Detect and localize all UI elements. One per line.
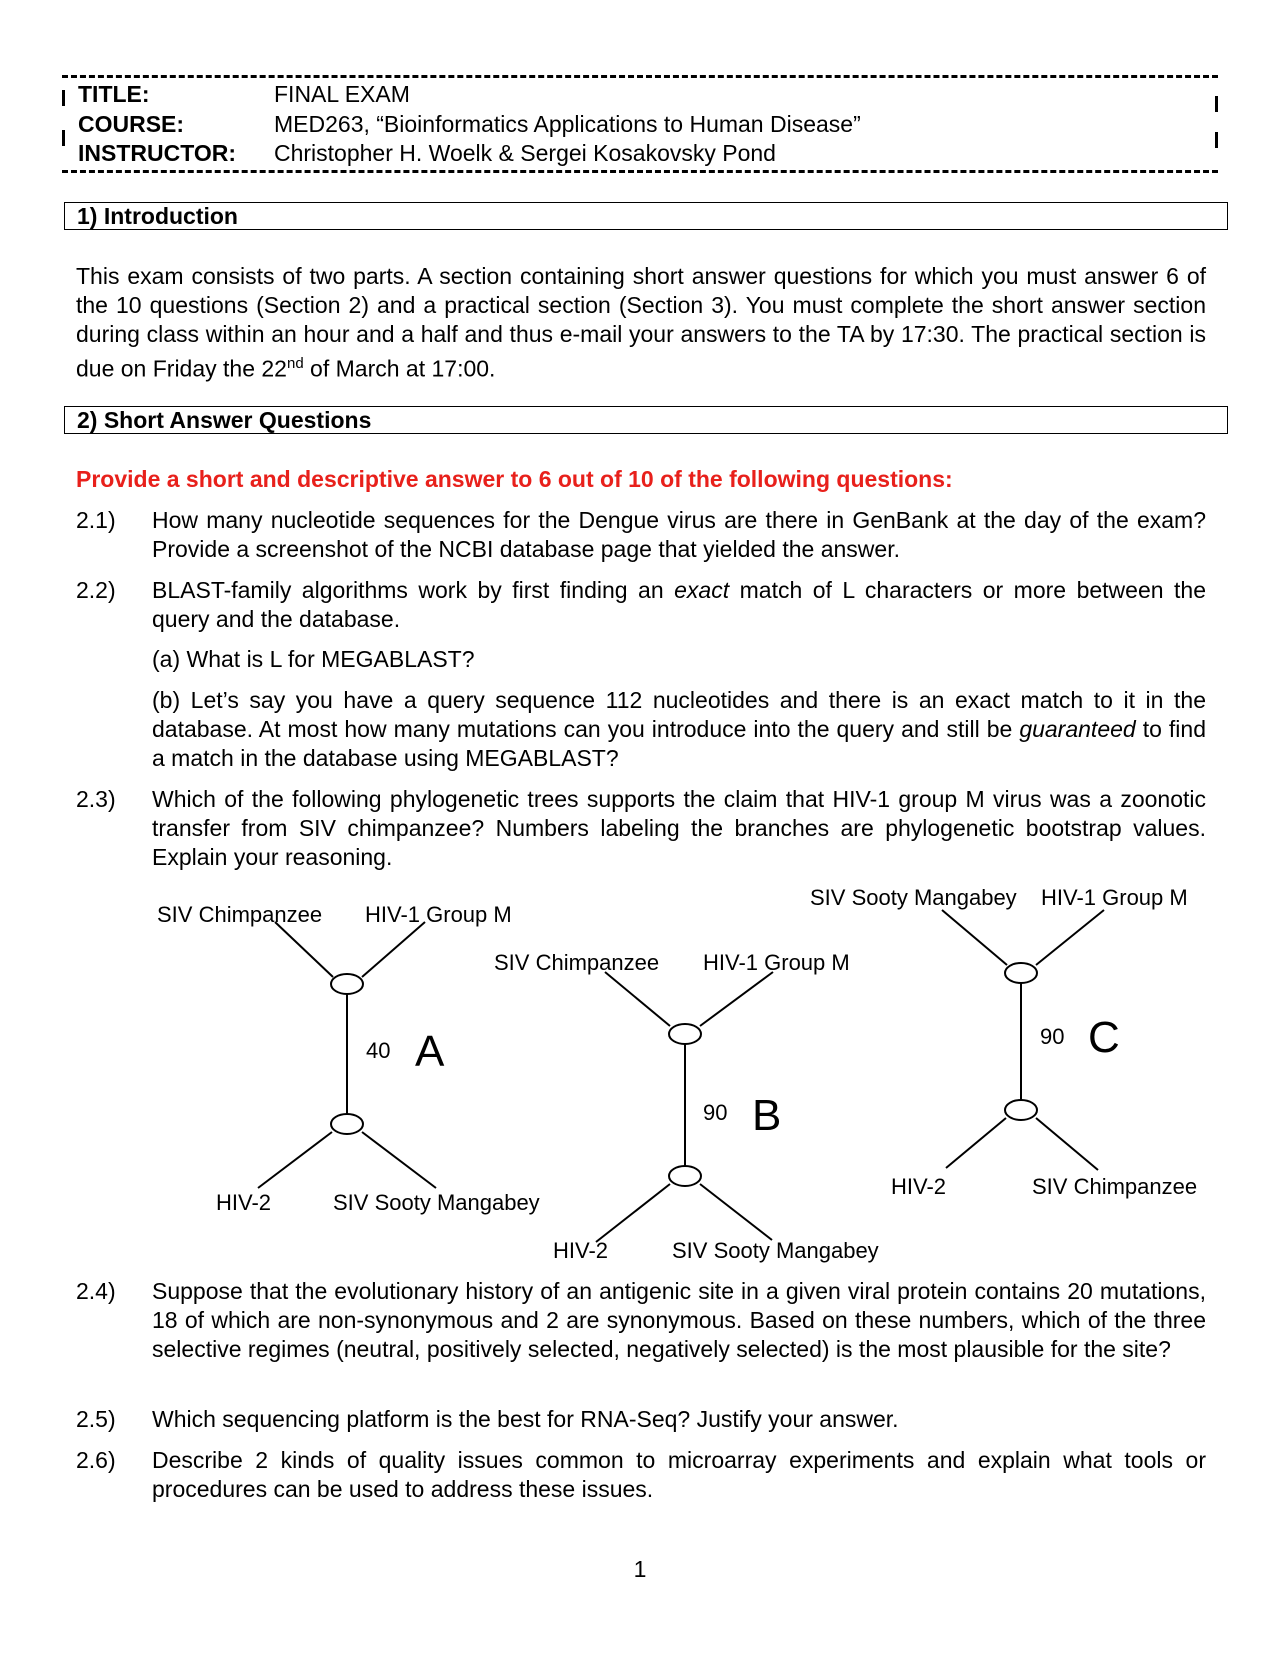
instructor-label: INSTRUCTOR: (78, 140, 237, 166)
question-number: 2.2) (76, 577, 116, 603)
tree-a-branch (362, 922, 425, 977)
question-text: Suppose that the evolutionary history of an antigenic site in a given viral protein contains 20 mutations, 18 of which are non-synonymous and 2 are synonymous. Based on these numbers, which of the three selective regimes (neutral, positively selected, negatively selected) is the most plausible for the site? (152, 1278, 1206, 1362)
tree-c-label-top-right: HIV-1 Group M (1041, 885, 1188, 910)
tree-a-label-top-right: HIV-1 Group M (365, 902, 512, 927)
instruction-text: Provide a short and descriptive answer to 6 out of 10 of the following questions: (76, 466, 953, 492)
tree-a-branch (362, 1132, 436, 1188)
question-number: 2.6) (76, 1447, 116, 1473)
tree-b-node-bottom (669, 1166, 701, 1186)
course-label: COURSE: (78, 111, 185, 137)
title-value: FINAL EXAM (274, 81, 410, 107)
page-number: 1 (633, 1556, 647, 1582)
tree-b-branch (596, 1184, 670, 1242)
tree-b-label-top-right: HIV-1 Group M (703, 950, 850, 975)
tree-c-branch (946, 1118, 1006, 1168)
question-text: How many nucleotide sequences for the Dengue virus are there in GenBank at the day of the exam? Provide a screenshot of the NCBI database page that yielded the answer. (152, 507, 1206, 562)
tree-a-letter: A (415, 1027, 445, 1076)
question-number: 2.1) (76, 507, 116, 533)
question-text: Which sequencing platform is the best for RNA-Seq? Justify your answer. (152, 1406, 899, 1432)
question-number: 2.5) (76, 1406, 116, 1432)
question-text: Describe 2 kinds of quality issues common to microarray experiments and explain what tools or procedures can be used to address these issues. (152, 1447, 1206, 1502)
question-number: 2.4) (76, 1278, 116, 1304)
tree-c-node-bottom (1005, 1100, 1037, 1120)
question-text-emphasis: guaranteed (1019, 716, 1136, 742)
tree-b-bootstrap: 90 (703, 1100, 728, 1125)
tree-b-node-top (669, 1024, 701, 1044)
section-heading-introduction: 1) Introduction (64, 202, 1228, 230)
question-text-part: match of L characters or more between the query and the database. (152, 577, 1206, 632)
question-text-part: BLAST-family algorithms work by first finding an (152, 577, 675, 603)
sub-question-a: (a) What is L for MEGABLAST? (152, 646, 475, 672)
tree-a-label-bottom-right: SIV Sooty Mangabey (333, 1190, 540, 1215)
question-text-emphasis: exact (674, 577, 730, 603)
introduction-text-end: of March at 17:00. (303, 355, 496, 382)
tree-b-label-bottom-left: HIV-2 (553, 1238, 609, 1263)
title-label: TITLE: (78, 81, 150, 107)
header-box-left-edge-2 (62, 130, 65, 146)
introduction-superscript: nd (286, 355, 304, 372)
tree-c-label-bottom-right: SIV Chimpanzee (1032, 1174, 1198, 1199)
tree-a-label-top-left: SIV Chimpanzee (157, 902, 323, 927)
instructor-value: Christopher H. Woelk & Sergei Kosakovsky Pond (274, 140, 776, 166)
header-box-left-edge (62, 90, 65, 106)
sub-question-b (152, 686, 1206, 773)
tree-a-node-bottom (331, 1114, 363, 1134)
header-box-right-edge-2 (1215, 132, 1218, 148)
tree-c-bootstrap: 90 (1040, 1024, 1065, 1049)
header-box-right-edge (1215, 96, 1218, 112)
tree-b-letter: B (752, 1091, 782, 1140)
tree-a-label-bottom-left: HIV-2 (216, 1190, 272, 1215)
question-number: 2.3) (76, 786, 116, 812)
section-heading-short-answer: 2) Short Answer Questions (64, 406, 1228, 434)
tree-c-letter: C (1088, 1013, 1120, 1062)
tree-c-branch (1036, 1118, 1098, 1170)
tree-b-branch (700, 1184, 772, 1240)
tree-c-label-bottom-left: HIV-2 (891, 1174, 947, 1199)
course-value: MED263, “Bioinformatics Applications to Human Disease” (274, 111, 861, 137)
tree-a-bootstrap: 40 (366, 1038, 391, 1063)
phylogenetic-trees-figure (0, 880, 1280, 1270)
tree-c-branch (942, 910, 1007, 965)
tree-c-label-top-left: SIV Sooty Mangabey (810, 885, 1017, 910)
question-text-part: (b) Let’s say you have a query sequence 112 nucleotides and there is an exact match to it in the database. At most how many mutations can you introduce into the query and still be (152, 687, 1206, 742)
tree-a-node-top (331, 974, 363, 994)
tree-b-label-bottom-right: SIV Sooty Mangabey (672, 1238, 879, 1263)
question-text (152, 576, 1206, 634)
question-text: Which of the following phylogenetic trees supports the claim that HIV-1 group M virus was a zoonotic transfer from SIV chimpanzee? Numbers labeling the branches are phylogenetic bootstrap values. Explain your reasoning. (152, 786, 1206, 870)
tree-b-branch (605, 972, 670, 1026)
tree-a-branch (258, 1132, 332, 1188)
tree-c-node-top (1005, 963, 1037, 983)
tree-c-branch (1036, 910, 1104, 965)
introduction-text: This exam consists of two parts. A section containing short answer questions for which you must answer 6 of the 10 questions (Section 2) and a practical section (Section 3). You must complete the short answer section during class within an hour and a half and thus e-mail your answers to the TA by 17:30. The practical section is due on Friday the 22 (76, 263, 1206, 382)
tree-b-branch (700, 972, 773, 1026)
introduction-paragraph (76, 262, 1206, 384)
tree-b-label-top-left: SIV Chimpanzee (494, 950, 660, 975)
tree-a-branch (275, 922, 333, 977)
question-text-part: to find a match in the database using MEGABLAST? (152, 716, 1207, 771)
